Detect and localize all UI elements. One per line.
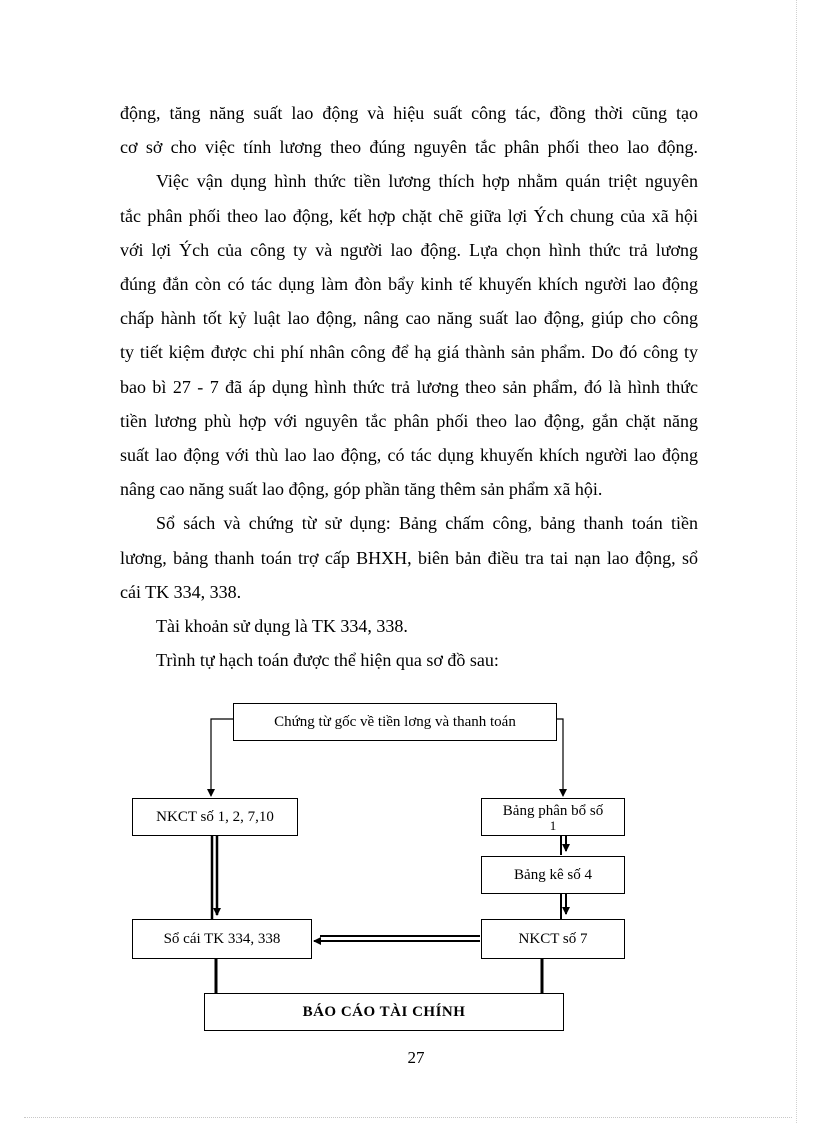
body-line: cơ sở cho việc tính lương theo đúng nguyên tắc phân phối theo lao động. xyxy=(120,137,698,158)
source-documents-label: Chứng từ gốc về tiền lơng và thanh toán xyxy=(274,714,516,730)
nkct-7-box xyxy=(481,919,625,959)
body-line: lương, bảng thanh toán trợ cấp BHXH, biên bản điều tra tai nạn lao động, sổ xyxy=(120,547,698,568)
body-line: tiền lương phù hợp với nguyên tắc phân phối theo lao động, gắn chặt năng xyxy=(120,410,698,431)
listing-table-label: Bảng kê số 4 xyxy=(514,867,592,883)
page-number: 27 xyxy=(407,1048,425,1067)
nkct-1-2-7-10-label: NKCT số 1, 2, 7,10 xyxy=(156,809,274,825)
body-line: với lợi Ých của công ty và người lao động. Lựa chọn hình thức trả lương xyxy=(120,239,698,260)
body-line: Sổ sách và chứng từ sử dụng: Bảng chấm công, bảng thanh toán tiền xyxy=(156,513,698,534)
nkct-1-2-7-10-box xyxy=(132,798,298,836)
body-line: Việc vận dụng hình thức tiền lương thích hợp nhằm quán triệt nguyên xyxy=(156,171,698,192)
body-line: Tài khoản sử dụng là TK 334, 338. xyxy=(156,616,408,636)
connector-source-to-nkct xyxy=(211,719,233,796)
financial-report-box xyxy=(204,993,564,1031)
body-line: ty tiết kiệm được chi phí nhân công để hạ giá thành sản phẩm. Do đó công ty xyxy=(120,342,698,363)
body-line: chấp hành tốt kỷ luật lao động, nâng cao năng suất lao động, giúp cho công xyxy=(120,308,698,329)
body-line: đúng đắn còn có tác dụng làm đòn bẩy kinh tế khuyến khích người lao động xyxy=(120,274,698,294)
body-line: suất lao động với thù lao lao động, có tác dụng khuyến khích người lao động xyxy=(120,445,698,465)
allocation-table-label: Bảng phân bổ số xyxy=(502,802,604,819)
body-line: nâng cao năng suất lao động, góp phần tăng thêm sản phẩm xã hội. xyxy=(120,479,603,500)
listing-table-box xyxy=(481,856,625,894)
body-line: bao bì 27 - 7 đã áp dụng hình thức trả lương theo sản phẩm, đó là hình thức xyxy=(120,376,698,397)
nkct-7-label: NKCT số 7 xyxy=(518,931,588,947)
right-margin-divider xyxy=(796,0,797,1123)
body-line: Trình tự hạch toán được thể hiện qua sơ đồ sau: xyxy=(156,650,499,671)
financial-report-label: BÁO CÁO TÀI CHÍNH xyxy=(302,1004,466,1020)
general-ledger-box xyxy=(132,919,312,959)
footer-divider xyxy=(24,1117,792,1118)
allocation-table-box xyxy=(481,798,625,836)
connector-source-to-allocation xyxy=(557,719,563,796)
body-line: cái TK 334, 338. xyxy=(120,581,242,602)
general-ledger-label: Sổ cái TK 334, 338 xyxy=(163,931,281,947)
body-line: tắc phân phối theo lao động, kết hợp chặt chẽ giữa lợi Ých chung của xã hội xyxy=(120,205,698,226)
allocation-table-number: 1 xyxy=(549,817,557,833)
body-line: động, tăng năng suất lao động và hiệu suất công tác, đồng thời cũng tạo xyxy=(120,103,698,123)
source-documents-box xyxy=(233,703,557,741)
